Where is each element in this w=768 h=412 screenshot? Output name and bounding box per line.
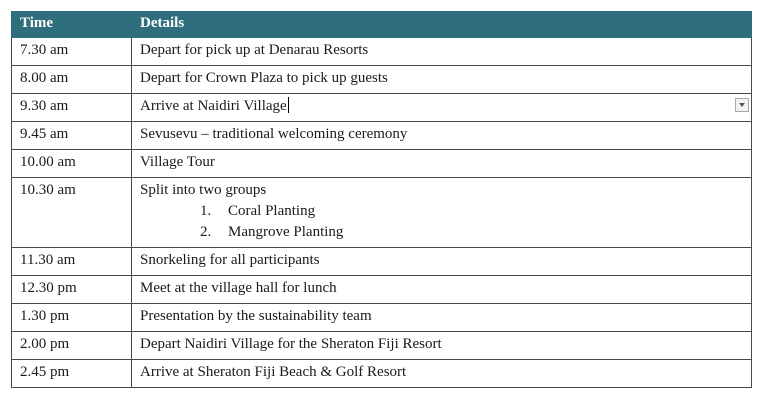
list-number: 2. — [200, 224, 212, 240]
time-cell[interactable]: 12.30 pm — [12, 276, 132, 304]
table-row — [12, 66, 752, 94]
time-cell[interactable]: 11.30 am — [12, 248, 132, 276]
details-cell[interactable]: Arrive at Sheraton Fiji Beach & Golf Resort — [132, 360, 752, 388]
details-cell[interactable]: Meet at the village hall for lunch — [132, 276, 752, 304]
text-cursor — [288, 97, 289, 113]
details-cell[interactable]: Snorkeling for all participants — [132, 248, 752, 276]
details-cell[interactable]: Depart for Crown Plaza to pick up guests — [132, 66, 752, 94]
list-item — [200, 222, 743, 243]
time-cell[interactable]: 2.45 pm — [12, 360, 132, 388]
table-header-row — [12, 12, 752, 38]
details-cell[interactable]: Village Tour — [132, 150, 752, 178]
list-text: Coral Planting — [228, 203, 316, 219]
table-row — [12, 360, 752, 388]
list-item — [200, 201, 743, 222]
table-row — [12, 248, 752, 276]
time-cell[interactable]: 10.30 am — [12, 178, 132, 248]
details-cell[interactable]: Depart Naidiri Village for the Sheraton Fiji Resort — [132, 332, 752, 360]
time-cell[interactable]: 10.00 am — [12, 150, 132, 178]
chevron-down-icon[interactable] — [735, 98, 749, 112]
group-list — [140, 201, 743, 247]
time-cell[interactable]: 8.00 am — [12, 66, 132, 94]
time-cell[interactable]: 7.30 am — [12, 38, 132, 66]
time-cell[interactable]: 2.00 pm — [12, 332, 132, 360]
time-cell[interactable]: 9.30 am — [12, 94, 132, 122]
details-cell[interactable]: Presentation by the sustainability team — [132, 304, 752, 332]
list-text: Mangrove Planting — [228, 224, 344, 240]
details-cell-active[interactable] — [132, 94, 752, 122]
details-cell[interactable]: Depart for pick up at Denarau Resorts — [132, 38, 752, 66]
details-cell[interactable]: Sevusevu – traditional welcoming ceremony — [132, 122, 752, 150]
table-row — [12, 276, 752, 304]
schedule-table — [11, 11, 752, 388]
list-number: 1. — [200, 203, 212, 219]
time-cell[interactable]: 1.30 pm — [12, 304, 132, 332]
header-details: Details — [132, 12, 752, 38]
table-row — [12, 38, 752, 66]
table-row — [12, 332, 752, 360]
table-row — [12, 178, 752, 248]
table-row — [12, 150, 752, 178]
table-row — [12, 122, 752, 150]
details-text: Split into two groups — [140, 182, 267, 198]
details-text: Arrive at Naidiri Village — [140, 98, 287, 114]
time-cell[interactable]: 9.45 am — [12, 122, 132, 150]
details-cell[interactable] — [132, 178, 752, 248]
table-row — [12, 304, 752, 332]
header-time: Time — [12, 12, 132, 38]
table-row — [12, 94, 752, 122]
